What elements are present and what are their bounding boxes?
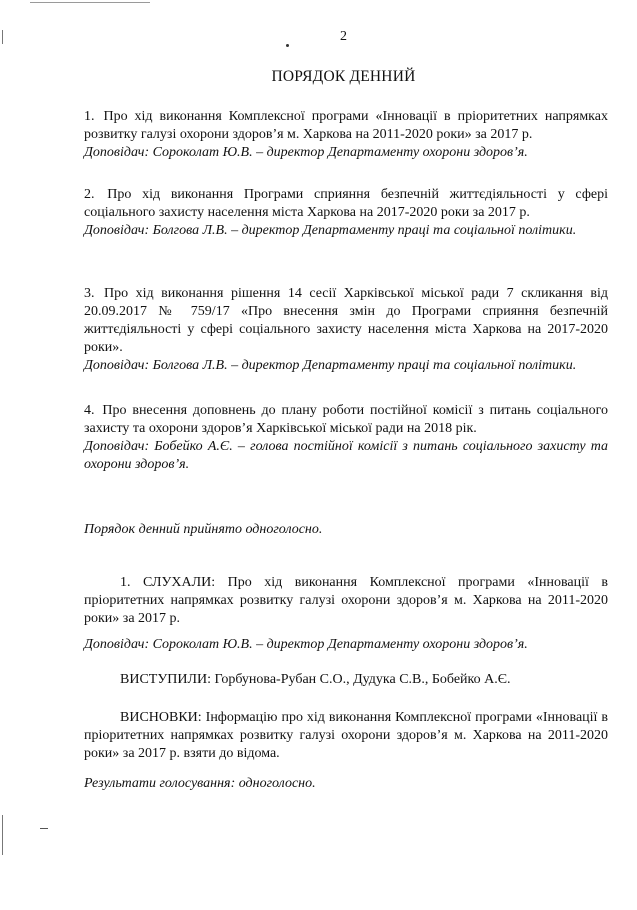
agenda-accepted-note: Порядок денний прийнято одноголосно. [84, 522, 323, 537]
conclusions-text: Інформацію про хід виконання Комплексної програми «Інновації в пріоритетних напрямках розвитку галузі охорони здоров’я м. Харкова на 2011-2020 роки» за 2017 р. взяти до відома. [84, 710, 608, 761]
spoke-label: ВИСТУПИЛИ: [120, 672, 211, 687]
agenda-item-number: 4. [84, 403, 95, 418]
spoke-text: Горбунова-Рубан С.О., Дудука С.В., Бобейко А.Є. [214, 672, 511, 687]
conclusions-label: ВИСНОВКИ: [120, 710, 202, 725]
agenda-item-speaker: Доповідач: Болгова Л.В. – директор Департаменту праці та соціальної політики. [84, 223, 577, 238]
heard-text: Про хід виконання Комплексної програми «Інновації в пріоритетних напрямках розвитку галузі охорони здоров’я м. Харкова на 2011-2020 роки» за 2017 р. [84, 575, 609, 626]
agenda-item-number: 2. [84, 187, 95, 202]
page-title: ПОРЯДОК ДЕННИЙ [271, 68, 416, 85]
heard-section [84, 574, 608, 628]
agenda-item-1 [84, 108, 608, 162]
agenda-item-3 [84, 285, 608, 375]
heard-speaker: Доповідач: Сороколат Ю.В. – директор Департаменту охорони здоров’я. [84, 637, 528, 652]
vote-result: Результати голосування: одноголосно. [84, 776, 316, 791]
scan-artifact-line [30, 2, 150, 3]
agenda-item-speaker: Доповідач: Сороколат Ю.В. – директор Департаменту охорони здоров’я. [84, 145, 528, 160]
heard-label: 1. СЛУХАЛИ: [120, 575, 216, 590]
spoke-section [84, 671, 608, 689]
agenda-item-number: 3. [84, 286, 95, 301]
page-number: 2 [340, 29, 347, 44]
agenda-item-2 [84, 186, 608, 240]
agenda-item-text: 4. Про внесення доповнень до плану роботи постійної комісії з питань соціального захисту та охорони здоров’я Харківської міської ради на 2018 рік. [84, 403, 608, 436]
agenda-item-4 [84, 402, 608, 474]
scan-artifact-dash [40, 828, 48, 829]
agenda-item-text: 3. Про хід виконання рішення 14 сесії Харківської міської ради 7 скликання від 20.09.2017 № 759/17 «Про внесення змін до Програми сприяння безпечній життєдіяльності у сфері соціального захисту населення міста Харкова на 2017-2020 роки». [84, 286, 608, 355]
agenda-item-text: 1. Про хід виконання Комплексної програми «Інновації в пріоритетних напрямках розвитку галузі охорони здоров’я м. Харкова на 2011-2020 роки» за 2017 р. [84, 109, 608, 142]
conclusions-section [84, 709, 608, 763]
scan-artifact-mark [2, 815, 3, 855]
agenda-item-speaker: Доповідач: Бобейко А.Є. – голова постійної комісії з питань соціального захисту та охорони здоров’я. [84, 439, 608, 472]
agenda-item-speaker: Доповідач: Болгова Л.В. – директор Департаменту праці та соціальної політики. [84, 358, 577, 373]
agenda-item-text: 2. Про хід виконання Програми сприяння безпечній життєдіяльності у сфері соціального захисту населення міста Харкова на 2017-2020 роки за 2017 р. [84, 187, 608, 220]
agenda-item-number: 1. [84, 109, 95, 124]
